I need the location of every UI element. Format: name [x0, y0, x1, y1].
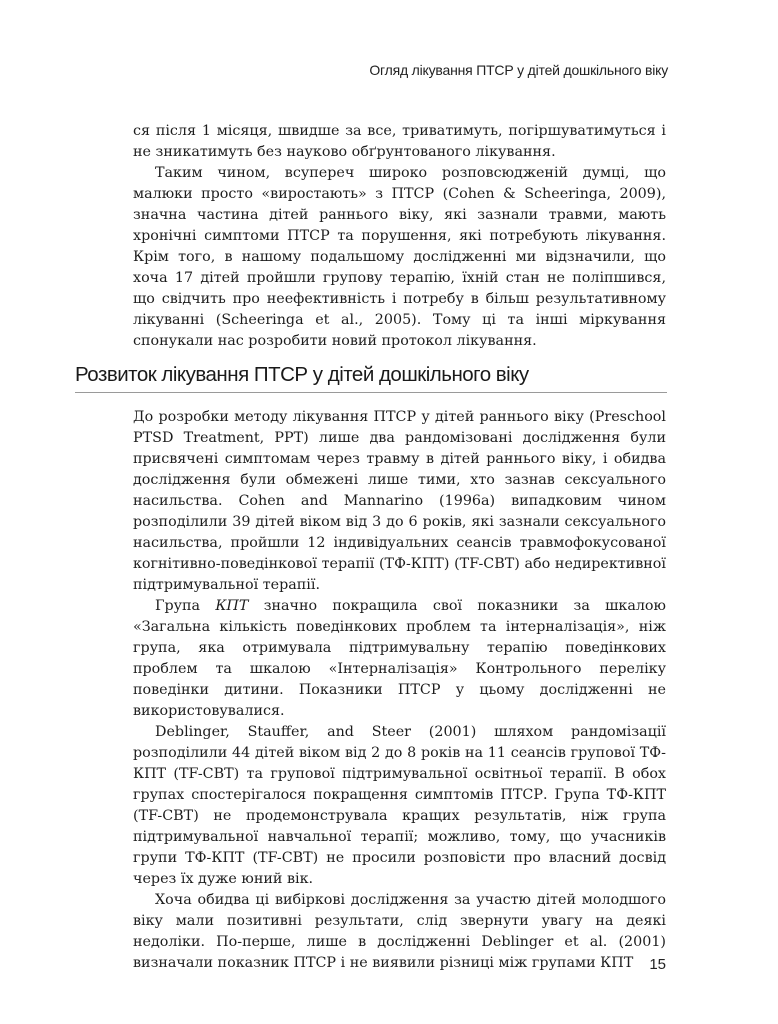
page-number: 15: [649, 956, 666, 973]
paragraph-continuation: ся після 1 місяця, швидше за все, триватимуть, погіршуватимуться і не зникатимуть без науково обґрунтованого лікування.: [133, 123, 666, 160]
running-head: Огляд лікування ПТСР у дітей дошкільного віку: [369, 62, 668, 78]
top-text-block: [133, 121, 666, 352]
paragraph: До розробки методу лікування ПТСР у дітей раннього віку (Preschool PTSD Treatment, PPT) лише два рандомізовані дослідження були присвячені симптомам через травму в дітей раннього віку, і обидва дослідження були обмежені лише тими, хто зазнав сексуального насильства. Cohen and Mannarino (1996a) випадковим чином розподілили 39 дітей віком від 3 до 6 років, які зазнали сексуального насильства, пройшли 12 індивідуальних сеансів травмофокусованої когнітивно-поведінкової терапії (ТФ-КПТ) (TF-CBT) або недирективної підтримувальної терапії.: [133, 409, 666, 593]
paragraph: Хоча обидва ці вибіркові дослідження за участю дітей молодшого віку мали позитивні результати, слід звернути увагу на деякі недоліки. По-перше, лише в дослідженні Deblinger et al. (2001) визначали показник ПТСР і не виявили різниці між групами КПТ: [133, 892, 666, 971]
paragraph: Deblinger, Stauffer, and Steer (2001) шляхом рандомізації розподілили 44 дітей віком від 2 до 8 років на 11 сеансів групової ТФ-КПТ (TF-CBT) та групової підтримувальної освітньої терапії. В обох групах спостерігалося покращення симптомів ПТСР. Група ТФ-КПТ (TF-CBT) не продемонструвала кращих результатів, ніж група підтримувальної навчальної терапії; можливо, тому, що учасників групи ТФ-КПТ (TF-CBT) не просили розповісти про власний досвід через їх дуже юний вік.: [133, 724, 666, 887]
paragraph-text: Група: [155, 598, 216, 614]
paragraph: Таким чином, всупереч широко розповсюдженій думці, що малюки просто «виростають» з ПТСР (Cohen & Scheeringa, 2009), значна частина дітей раннього віку, які зазнали травми, мають хронічні симптоми ПТСР та порушення, які потребують лікування. Крім того, в нашому подальшому дослідженні ми відзначили, що хоча 17 дітей пройшли групову терапію, їхній стан не поліпшився, що свідчить про неефективність і потребу в більш результативному лікуванні (Scheeringa et al., 2005). Тому ці та інші міркування спонукали нас розробити новий протокол лікування.: [133, 165, 666, 349]
paragraph: [133, 596, 666, 722]
italic-term: КПТ: [215, 598, 249, 614]
paragraph-text: значно покращила свої показники за шкалою «Загальна кількість поведінкових проблем та інтерналізація», ніж група, яка отримувала підтримувальну терапію поведінкових проблем та шкалою «Інтерналізація» Контрольного переліку поведінки дитини. Показники ПТСР у цьому дослідженні не використовувалися.: [133, 598, 666, 719]
section-text-block: [133, 407, 666, 974]
section-heading: Розвиток лікування ПТСР у дітей дошкільного віку: [75, 363, 667, 393]
